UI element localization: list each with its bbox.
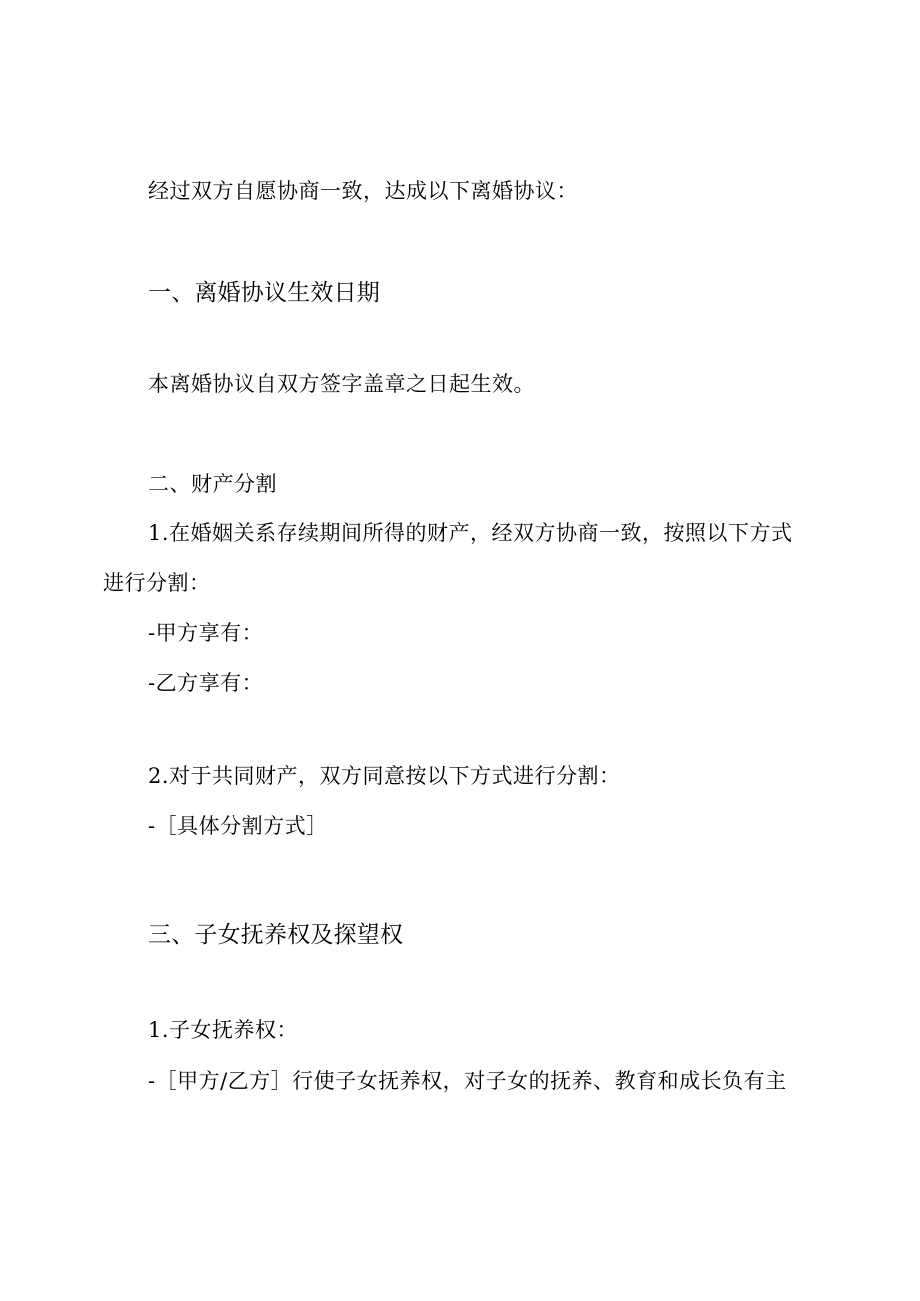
section-3-heading: 三、子女抚养权及探望权 <box>148 922 404 948</box>
party-b-share: -乙方享有： <box>148 671 264 695</box>
section-2-heading: 二、财产分割 <box>148 472 277 496</box>
section-2-item-1-line-2: 进行分割： <box>103 571 211 595</box>
party-a-share: -甲方享有： <box>148 621 264 645</box>
section-3-item-1-detail: -［甲方/乙方］行使子女抚养权，对子女的抚养、教育和成长负有主 <box>148 1069 787 1093</box>
intro-text: 经过双方自愿协商一致，达成以下离婚协议： <box>148 179 578 203</box>
section-2-item-1-line-1: 1.在婚姻关系存续期间所得的财产，经双方协商一致，按照以下方式 <box>148 521 793 545</box>
section-1-body: 本离婚协议自双方签字盖章之日起生效。 <box>148 372 535 396</box>
section-3-item-1: 1.子女抚养权： <box>148 1018 299 1042</box>
section-1-heading: 一、离婚协议生效日期 <box>148 280 380 306</box>
section-2-item-2: 2.对于共同财产，双方同意按以下方式进行分割： <box>148 764 621 788</box>
section-2-item-2-detail: -［具体分割方式］ <box>148 814 328 838</box>
